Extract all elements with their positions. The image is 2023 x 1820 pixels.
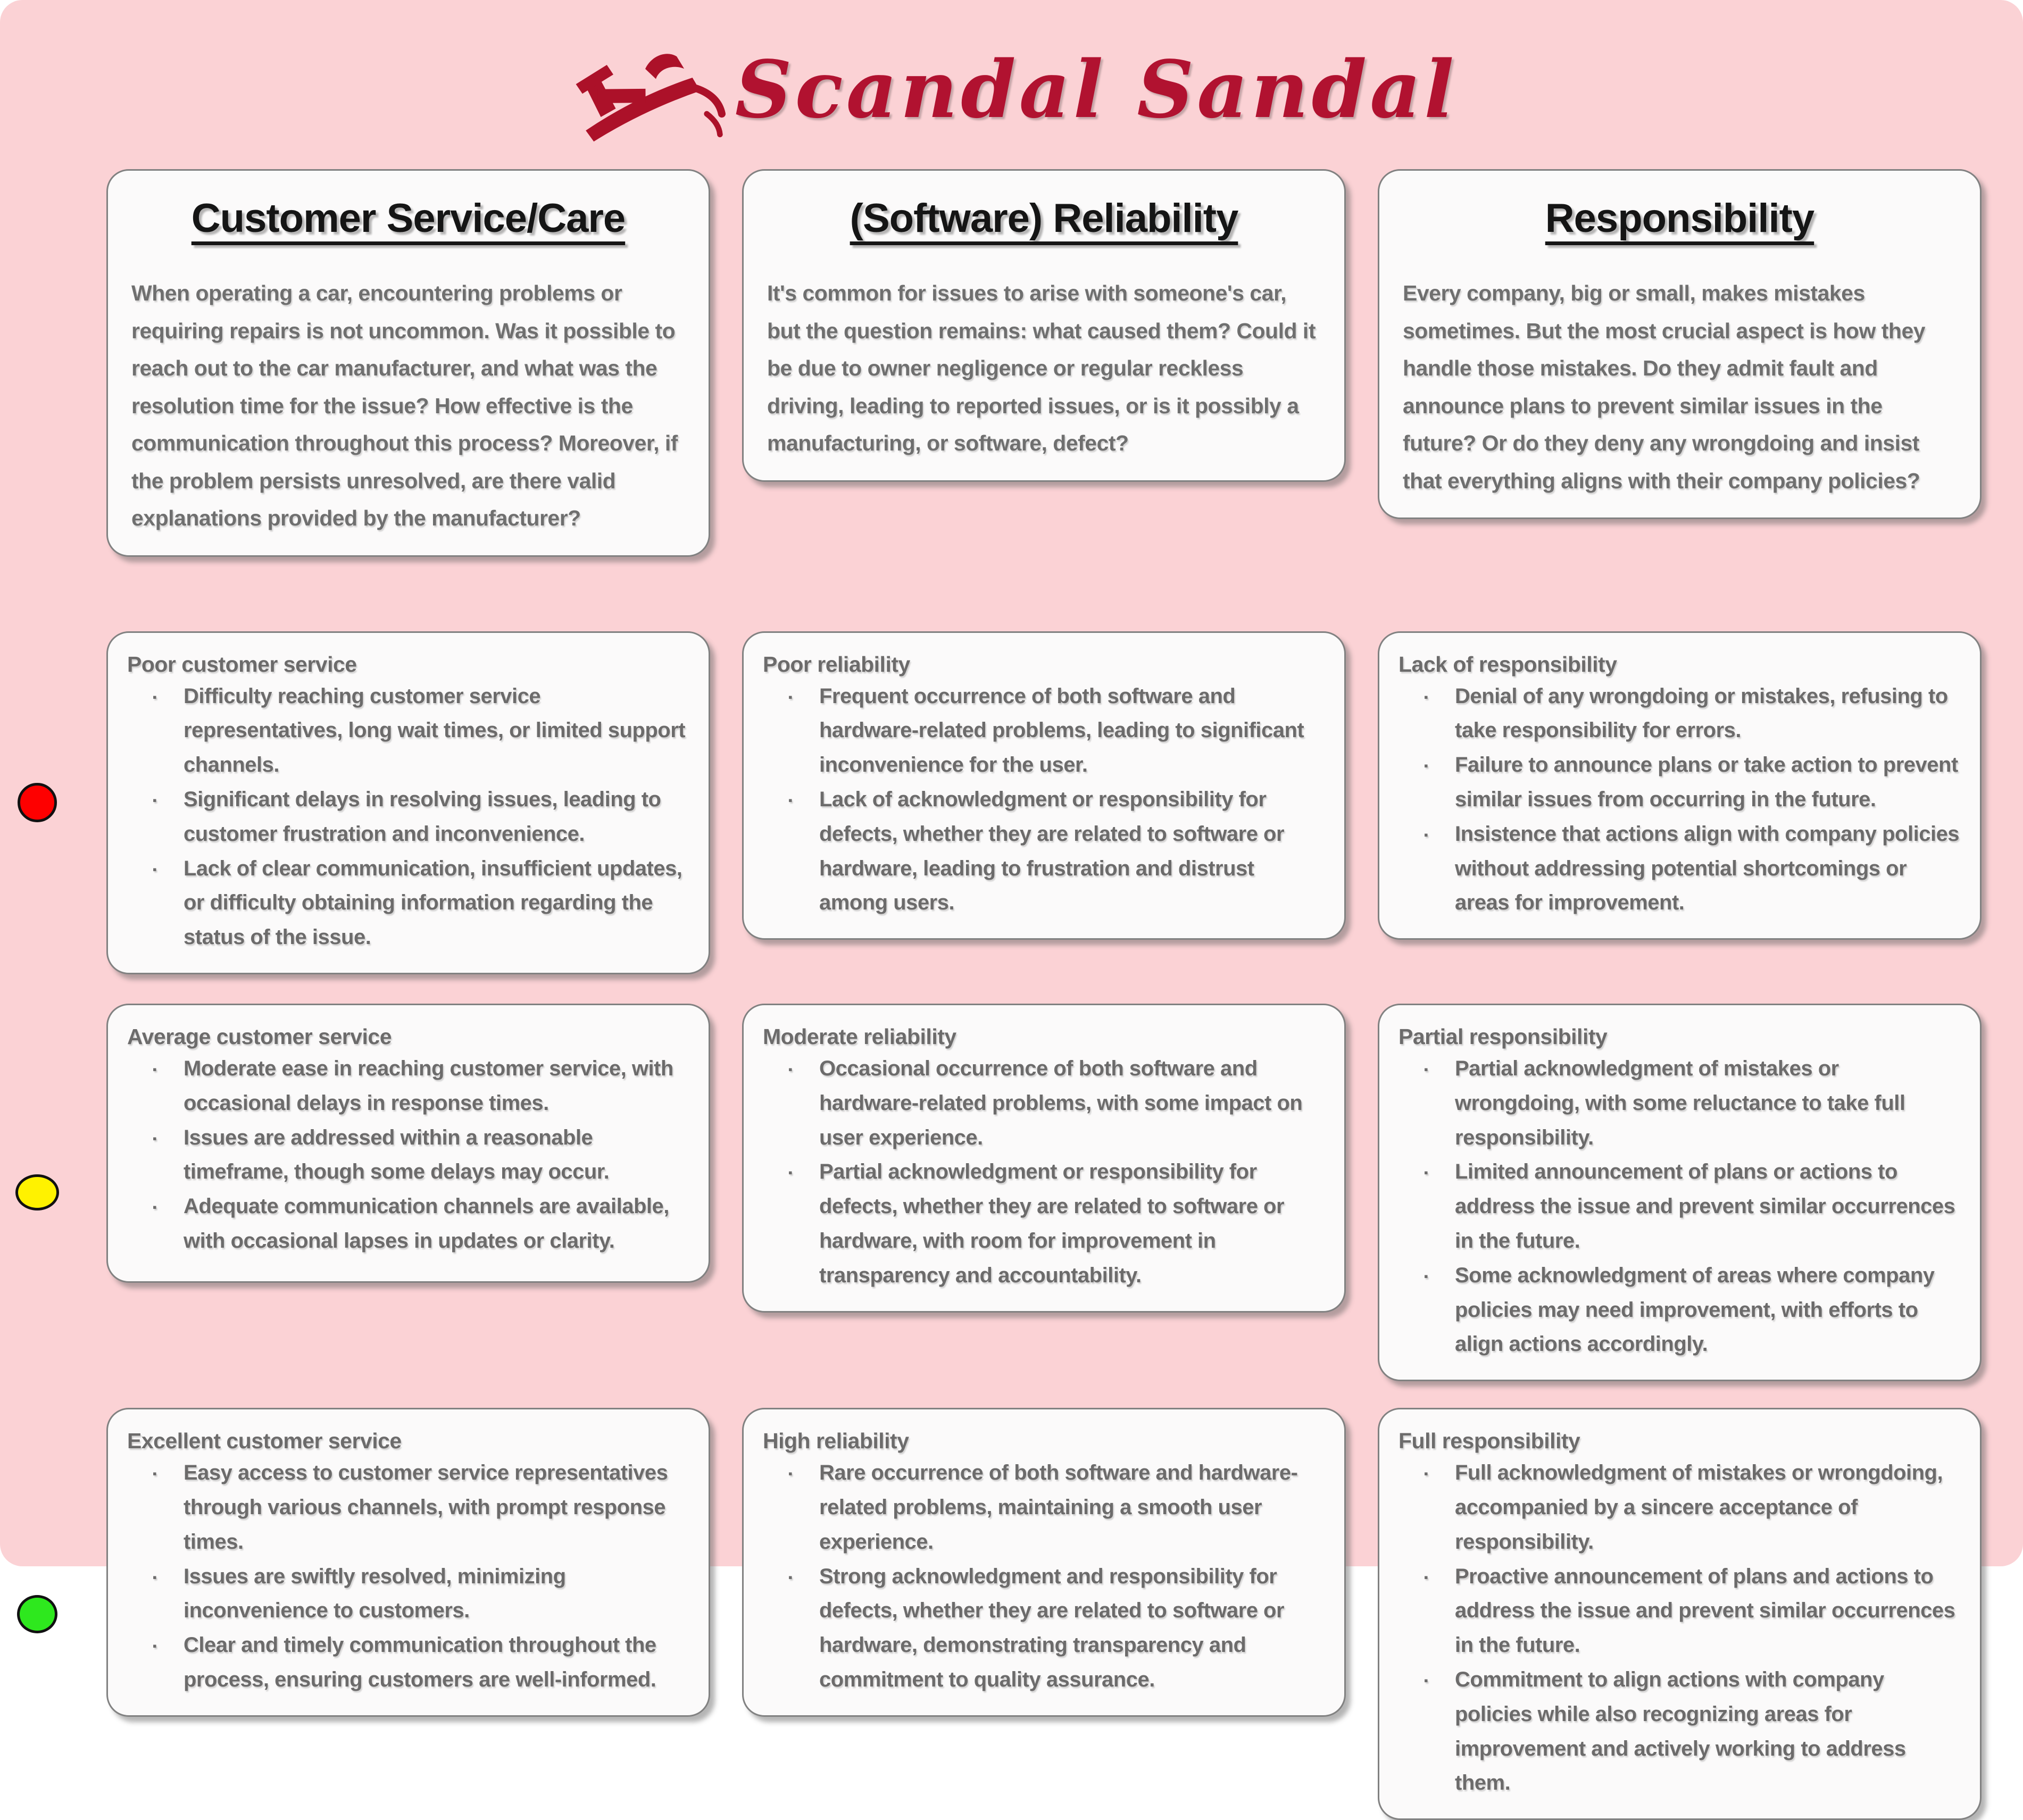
bullet-text: Strong acknowledgment and responsibility for defects, whether they are related to software or hardware, demonstrating transparency and commitment to quality assurance.: [819, 1564, 1285, 1691]
bullet-list: [763, 1051, 1325, 1293]
cell-poor-reliability: [742, 631, 1346, 940]
cell-lack-of-responsibility: [1378, 631, 1982, 940]
list-item: [785, 1456, 1325, 1559]
bullet-marker: [149, 1121, 184, 1190]
yellow-dot-icon: [15, 1174, 59, 1210]
rubric-grid: [0, 169, 2023, 1820]
cell-title: Moderate reliability: [763, 1024, 956, 1049]
bullet-text: Rare occurrence of both software and hardware-related problems, maintaining a smooth user experience.: [819, 1461, 1298, 1554]
list-item: [149, 782, 689, 851]
cell-moderate-reliability: [742, 1004, 1346, 1313]
list-item: [1421, 748, 1961, 817]
green-dot-icon: [17, 1595, 57, 1633]
bullet-marker: [149, 1628, 184, 1697]
bullet-text: Moderate ease in reaching customer service, with occasional delays in response times.: [184, 1056, 673, 1115]
cell-title: Poor reliability: [763, 652, 910, 677]
cell-title: High reliability: [763, 1429, 909, 1454]
bullet-marker: [785, 1155, 819, 1292]
column-header-software-reliability: [742, 169, 1346, 482]
bullet-list: [1398, 1456, 1961, 1800]
bullet-text: Full acknowledgment of mistakes or wrongdoing, accompanied by a sincere acceptance of responsibility.: [1455, 1461, 1943, 1554]
bullet-text: Frequent occurrence of both software and hardware-related problems, leading to significant inconvenience for the user.: [819, 684, 1304, 777]
list-item: [1421, 679, 1961, 748]
list-item: [1421, 1559, 1961, 1663]
cell-title: Full responsibility: [1398, 1429, 1580, 1454]
bullet-marker: [785, 782, 819, 920]
bullet-list: [1398, 679, 1961, 921]
cell-title: Poor customer service: [127, 652, 357, 677]
column-headers-row: [0, 169, 2023, 557]
bullet-marker: [785, 1559, 819, 1697]
level-row-excellent: [0, 1408, 2023, 1820]
list-item: [149, 1121, 689, 1190]
column-title: Customer Service/Care: [191, 196, 626, 241]
cell-full-responsibility: [1378, 1408, 1982, 1820]
bullet-marker: [785, 1051, 819, 1155]
bullet-marker: [149, 851, 184, 955]
bullet-marker: [1421, 817, 1455, 920]
bullet-marker: [149, 1051, 184, 1121]
list-item: [149, 851, 689, 955]
list-item: [1421, 1663, 1961, 1800]
bullet-list: [127, 1051, 689, 1258]
list-item: [785, 782, 1325, 920]
page-title: Scandal Sandal: [735, 43, 1458, 136]
bullet-text: Proactive announcement of plans and actions to address the issue and prevent similar occurrences in the future.: [1455, 1564, 1955, 1657]
cell-excellent-customer-service: [106, 1408, 710, 1717]
bullet-text: Partial acknowledgment of mistakes or wrongdoing, with some reluctance to take full responsibility.: [1455, 1056, 1905, 1149]
list-item: [149, 1628, 689, 1697]
cell-title: Partial responsibility: [1398, 1024, 1608, 1049]
list-item: [785, 679, 1325, 782]
title-row: [0, 0, 2023, 169]
cell-title: Excellent customer service: [127, 1429, 402, 1454]
bullet-marker: [149, 782, 184, 851]
list-item: [785, 1559, 1325, 1697]
column-header-customer-service: [106, 169, 710, 557]
bullet-text: Denial of any wrongdoing or mistakes, refusing to take responsibility for errors.: [1455, 684, 1948, 742]
legend-cell: [0, 631, 74, 974]
list-item: [149, 679, 689, 782]
cell-title: Lack of responsibility: [1398, 652, 1617, 677]
bullet-marker: [785, 1456, 819, 1559]
bullet-text: Partial acknowledgment or responsibility for defects, whether they are related to software or hardware, with room for improvement in transparency and accountability.: [819, 1160, 1285, 1287]
bullet-marker: [149, 1189, 184, 1258]
list-item: [149, 1559, 689, 1629]
bullet-text: Insistence that actions align with company policies without addressing potential shortcomings or areas for improvement.: [1455, 822, 1960, 915]
bullet-list: [127, 679, 689, 955]
red-dot-icon: [18, 783, 57, 822]
list-item: [149, 1189, 689, 1258]
level-row-poor: [0, 631, 2023, 974]
bullet-text: Easy access to customer service representatives through various channels, with prompt response times.: [184, 1461, 668, 1554]
list-item: [1421, 1051, 1961, 1155]
cell-average-customer-service: [106, 1004, 710, 1283]
list-item: [785, 1051, 1325, 1155]
column-description: It's common for issues to arise with someone's car, but the question remains: what caused them? Could it be due to owner negligence or regular reckless driving, leading to reported issues, or is it possibly a manufacturing, or software, defect?: [767, 281, 1316, 456]
cell-title: Average customer service: [127, 1024, 392, 1049]
list-item: [1421, 1456, 1961, 1559]
bullet-marker: [149, 1456, 184, 1559]
list-item: [149, 1051, 689, 1121]
bullet-text: Issues are addressed within a reasonable timeframe, though some delays may occur.: [184, 1125, 610, 1184]
bullet-list: [1398, 1051, 1961, 1362]
legend-spacer: [0, 169, 74, 557]
bullet-marker: [1421, 679, 1455, 748]
bullet-text: Limited announcement of plans or actions to address the issue and prevent similar occurrences in the future.: [1455, 1160, 1955, 1253]
bullet-marker: [149, 679, 184, 782]
bullet-text: Some acknowledgment of areas where company policies may need improvement, with efforts to align actions accordingly.: [1455, 1263, 1935, 1356]
bullet-text: Adequate communication channels are available, with occasional lapses in updates or clarity.: [184, 1195, 669, 1253]
bullet-list: [127, 1456, 689, 1697]
sandal-icon: [566, 31, 726, 145]
bullet-marker: [1421, 1559, 1455, 1663]
column-description: Every company, big or small, makes mistakes sometimes. But the most crucial aspect is how they handle those mistakes. Do they admit fault and announce plans to prevent similar issues in the future? Or do they deny any wrongdoing and insist that everything aligns with their company policies?: [1403, 281, 1926, 493]
cell-high-reliability: [742, 1408, 1346, 1717]
bullet-text: Commitment to align actions with company policies while also recognizing areas for improvement and actively working to address them.: [1455, 1667, 1906, 1795]
bullet-marker: [1421, 1456, 1455, 1559]
column-title: Responsibility: [1545, 196, 1814, 241]
list-item: [785, 1155, 1325, 1292]
bullet-text: Failure to announce plans or take action to prevent similar issues from occurring in the future.: [1455, 753, 1958, 811]
bullet-text: Difficulty reaching customer service representatives, long wait times, or limited support channels.: [184, 684, 686, 777]
list-item: [1421, 1258, 1961, 1362]
list-item: [149, 1456, 689, 1559]
bullet-marker: [1421, 1155, 1455, 1258]
list-item: [1421, 1155, 1961, 1258]
cell-poor-customer-service: [106, 631, 710, 974]
bullet-list: [763, 679, 1325, 921]
bullet-text: Occasional occurrence of both software and hardware-related problems, with some impact on user experience.: [819, 1056, 1303, 1149]
bullet-marker: [1421, 1258, 1455, 1362]
list-item: [1421, 817, 1961, 920]
bullet-text: Issues are swiftly resolved, minimizing inconvenience to customers.: [184, 1564, 566, 1623]
bullet-marker: [1421, 1663, 1455, 1800]
bullet-marker: [1421, 1051, 1455, 1155]
bullet-text: Significant delays in resolving issues, leading to customer frustration and inconvenience.: [184, 788, 661, 846]
column-header-responsibility: [1378, 169, 1982, 519]
bullet-text: Lack of clear communication, insufficient updates, or difficulty obtaining information regarding the status of the issue.: [184, 856, 682, 949]
bullet-text: Clear and timely communication throughout the process, ensuring customers are well-informed.: [184, 1633, 656, 1691]
column-description: When operating a car, encountering problems or requiring repairs is not uncommon. Was it possible to reach out to the car manufacturer, and what was the resolution time for the issue? How effective is the communication throughout this process? Moreover, if the problem persists unresolved, are there valid explanations provided by the manufacturer?: [131, 281, 678, 531]
legend-cell: [0, 1408, 74, 1820]
bullet-marker: [785, 679, 819, 782]
column-title: (Software) Reliability: [850, 196, 1238, 241]
bullet-marker: [149, 1559, 184, 1629]
bullet-text: Lack of acknowledgment or responsibility for defects, whether they are related to software or hardware, leading to frustration and distrust among users.: [819, 788, 1285, 915]
bullet-list: [763, 1456, 1325, 1697]
level-row-average: [0, 1004, 2023, 1381]
legend-cell: [0, 1004, 74, 1381]
bullet-marker: [1421, 748, 1455, 817]
cell-partial-responsibility: [1378, 1004, 1982, 1381]
